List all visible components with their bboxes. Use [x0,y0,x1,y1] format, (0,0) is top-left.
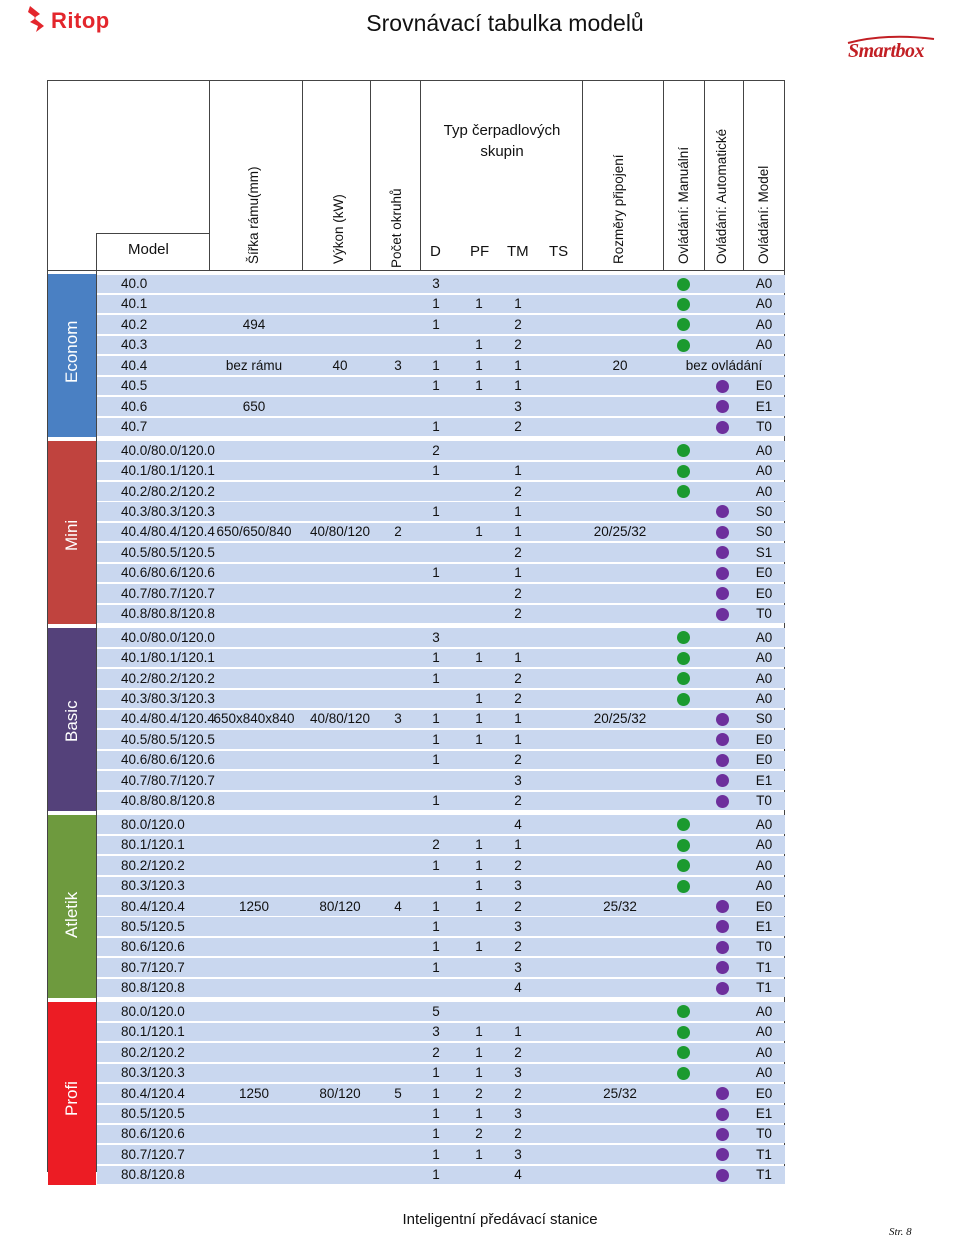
page-title: Srovnávací tabulka modelů [366,10,644,36]
count-tm: 1 [514,565,522,581]
header-d: D [430,243,441,260]
count-tm: 1 [514,296,522,312]
control-code: E1 [755,772,773,788]
control-code: E1 [755,918,773,934]
model-cell: 80.4/120.4 [121,1085,185,1101]
count-tm: 2 [514,1044,522,1060]
model-cell: 40.6/80.6/120.6 [121,752,215,768]
header-divider [47,270,785,271]
count-d: 2 [432,1044,440,1060]
model-cell: 40.3/80.3/120.3 [121,503,215,519]
span-vykon: 40/80/120 [309,711,371,727]
control-code: T0 [756,419,772,435]
count-pf: 1 [475,1024,483,1040]
manual-indicator-icon [677,672,690,685]
span-vykon: 80/120 [319,1085,361,1101]
count-d: 1 [432,711,440,727]
automatic-indicator-icon [716,1169,729,1182]
control-code: A0 [755,1024,773,1040]
span-pocet: 4 [394,898,402,914]
span-sirka: 650 [242,398,266,414]
control-code: T1 [756,1146,772,1162]
count-tm: 2 [514,898,522,914]
automatic-indicator-icon [716,526,729,539]
span-sirka: 1250 [238,1085,270,1101]
control-code: E1 [755,1106,773,1121]
control-code: A0 [755,1003,773,1019]
count-d: 1 [432,565,440,581]
count-pf: 2 [475,1126,483,1142]
manual-indicator-icon [677,339,690,352]
column-divider [663,80,664,270]
automatic-indicator-icon [716,1128,729,1141]
column-divider [302,80,303,270]
header-model: Model [128,241,169,258]
count-tm: 1 [514,1024,522,1040]
model-cell: 40.5 [121,378,148,394]
count-d: 1 [432,503,440,519]
count-d: 1 [432,752,440,768]
count-tm: 2 [514,585,522,601]
manual-indicator-icon [677,859,690,872]
count-d: 1 [432,357,440,373]
span-rozmery: 25/32 [603,1085,637,1101]
count-tm: 4 [514,980,522,996]
count-tm: 2 [514,419,522,435]
count-d: 2 [432,837,440,853]
smartbox-wordmark: Smartbox [848,40,925,62]
count-tm: 4 [514,816,522,832]
control-code: A0 [755,691,773,706]
model-cell: 40.5/80.5/120.5 [121,731,215,747]
column-divider [704,80,705,270]
count-d: 1 [432,1085,440,1101]
count-d: 1 [432,463,440,479]
model-cell: 40.8/80.8/120.8 [121,606,215,622]
control-code: T1 [756,1167,772,1183]
model-cell: 40.4/80.4/120.4 [121,711,215,727]
count-pf: 1 [475,1044,483,1060]
span-vykon: 80/120 [319,898,361,914]
model-cell: 80.0/120.0 [121,816,185,832]
span-pocet: 5 [394,1085,402,1101]
count-tm: 3 [514,1146,522,1162]
table-row [97,979,785,998]
ritop-wordmark: Ritop [51,8,110,33]
count-pf: 1 [475,1106,483,1121]
span-sirka: 650x840x840 [213,711,295,727]
manual-indicator-icon [677,1067,690,1080]
count-tm: 1 [514,837,522,853]
control-code: A0 [755,878,773,894]
column-divider [420,80,421,270]
control-code: A0 [755,296,773,312]
count-tm: 2 [514,316,522,332]
count-d: 1 [432,1126,440,1142]
smartbox-logo [848,40,924,63]
model-cell: 40.1 [121,296,148,312]
span-sirka: bez rámu [225,357,283,373]
count-tm: 3 [514,918,522,934]
control-code: A0 [755,816,773,832]
model-cell: 80.6/120.6 [121,1126,185,1142]
count-tm: 1 [514,357,522,373]
model-cell: 80.1/120.1 [121,837,185,853]
count-tm: 2 [514,939,522,955]
count-tm: 3 [514,878,522,894]
count-pf: 1 [475,357,483,373]
span-rozmery: 20 [612,357,628,373]
count-tm: 3 [514,398,522,414]
control-code: A0 [755,837,773,853]
model-cell: 80.5/120.5 [121,1106,185,1121]
automatic-indicator-icon [716,1087,729,1100]
automatic-indicator-icon [716,900,729,913]
count-tm: 2 [514,1126,522,1142]
count-tm: 1 [514,463,522,479]
count-pf: 1 [475,898,483,914]
model-cell: 80.1/120.1 [121,1024,185,1040]
automatic-indicator-icon [716,941,729,954]
group-label: Basic [62,700,81,743]
automatic-indicator-icon [716,713,729,726]
control-code: S0 [755,711,773,727]
automatic-indicator-icon [716,608,729,621]
header-divider [96,233,209,234]
count-d: 1 [432,1106,440,1121]
model-cell: 40.2 [121,316,148,332]
count-tm: 2 [514,544,522,560]
count-pf: 2 [475,1085,483,1101]
manual-indicator-icon [677,693,690,706]
control-code: E0 [755,585,773,601]
header-auto: Ovládání: Automatické [714,128,729,264]
count-tm: 3 [514,772,522,788]
header-manual: Ovládání: Manuální [676,146,691,264]
count-d: 1 [432,296,440,312]
manual-indicator-icon [677,1026,690,1039]
count-d: 1 [432,918,440,934]
model-cell: 40.6/80.6/120.6 [121,565,215,581]
count-pf: 1 [475,878,483,894]
count-tm: 2 [514,752,522,768]
count-d: 1 [432,1167,440,1183]
count-tm: 1 [514,524,522,540]
span-rozmery: 20/25/32 [593,711,647,727]
control-code: S0 [755,503,773,519]
count-pf: 1 [475,837,483,853]
manual-indicator-icon [677,880,690,893]
model-cell: 40.7/80.7/120.7 [121,772,215,788]
count-pf: 1 [475,711,483,727]
manual-indicator-icon [677,298,690,311]
control-code: A0 [755,1065,773,1081]
automatic-indicator-icon [716,982,729,995]
control-code: A0 [755,629,773,645]
count-tm: 2 [514,337,522,353]
control-code: A0 [755,650,773,666]
count-tm: 1 [514,731,522,747]
model-cell: 80.2/120.2 [121,1044,185,1060]
control-code: S0 [755,524,773,540]
count-tm: 2 [514,606,522,622]
model-cell: 40.2/80.2/120.2 [121,670,215,686]
control-code: E0 [755,565,773,581]
model-cell: 80.4/120.4 [121,898,185,914]
control-code: A0 [755,670,773,686]
footer-text: Inteligentní předávací stanice [402,1211,598,1228]
count-d: 1 [432,316,440,332]
model-cell: 80.2/120.2 [121,857,185,873]
model-cell: 80.3/120.3 [121,878,185,894]
model-cell: 80.6/120.6 [121,939,185,955]
model-cell: 40.1/80.1/120.1 [121,650,215,666]
span-pocet: 3 [394,357,402,373]
header-pocet: Počet okruhů [389,188,404,268]
header-tm: TM [507,243,529,260]
manual-indicator-icon [677,485,690,498]
count-d: 1 [432,378,440,394]
control-code: T1 [756,959,772,975]
model-cell: 80.7/120.7 [121,1146,185,1162]
count-tm: 1 [514,503,522,519]
model-cell: 40.7 [121,419,148,435]
control-code: A0 [755,276,773,291]
column-divider [370,80,371,270]
model-cell: 80.7/120.7 [121,959,185,975]
model-cell: 80.8/120.8 [121,1167,185,1183]
count-d: 3 [432,1024,440,1040]
header-rozmery: Rozměry připojení [611,154,626,264]
model-cell: 40.4/80.4/120.4 [121,524,215,540]
control-code: E0 [755,898,773,914]
count-tm: 2 [514,483,522,499]
model-cell: 80.5/120.5 [121,918,185,934]
manual-indicator-icon [677,465,690,478]
automatic-indicator-icon [716,1108,729,1121]
control-code: T0 [756,939,772,955]
smartbox-swoosh-icon [846,35,936,45]
model-cell: 80.0/120.0 [121,1003,185,1019]
count-d: 2 [432,442,440,458]
automatic-indicator-icon [716,567,729,580]
table-row [97,397,785,416]
model-cell: 80.8/120.8 [121,980,185,996]
count-tm: 1 [514,711,522,727]
model-cell: 80.3/120.3 [121,1065,185,1081]
control-code: E0 [755,1085,773,1101]
count-d: 1 [432,731,440,747]
count-d: 1 [432,650,440,666]
count-tm: 2 [514,793,522,809]
control-code: T1 [756,980,772,996]
span-sirka: 494 [242,316,266,332]
count-pf: 1 [475,1146,483,1162]
model-cell: 40.0/80.0/120.0 [121,442,215,458]
count-pf: 1 [475,691,483,706]
manual-indicator-icon [677,444,690,457]
model-cell: 40.0 [121,276,148,291]
manual-indicator-icon [677,652,690,665]
count-pf: 1 [475,857,483,873]
model-cell: 40.4 [121,357,148,373]
count-pf: 1 [475,1065,483,1081]
count-tm: 3 [514,1065,522,1081]
model-cell: 40.5/80.5/120.5 [121,544,215,560]
count-d: 3 [432,276,440,291]
control-code: E0 [755,378,773,394]
count-tm: 2 [514,691,522,706]
count-pf: 1 [475,524,483,540]
span-vykon: 40 [332,357,348,373]
count-tm: 2 [514,1085,522,1101]
control-code: E0 [755,752,773,768]
group-label: Econom [62,320,81,383]
group-label: Mini [62,519,81,551]
count-d: 1 [432,670,440,686]
header-ovl-model: Ovládání: Model [756,165,771,264]
count-tm: 3 [514,959,522,975]
count-d: 1 [432,419,440,435]
count-tm: 3 [514,1106,522,1121]
control-code: T0 [756,606,772,622]
header-vykon: Výkon (kW) [331,194,346,264]
count-tm: 2 [514,670,522,686]
automatic-indicator-icon [716,754,729,767]
control-code: T0 [756,1126,772,1142]
count-d: 1 [432,857,440,873]
span-pocet: 3 [394,711,402,727]
control-code: A0 [755,442,773,458]
column-divider [209,80,210,270]
control-code: A0 [755,463,773,479]
count-d: 1 [432,1065,440,1081]
automatic-indicator-icon [716,421,729,434]
count-tm: 1 [514,378,522,394]
count-pf: 1 [475,939,483,955]
count-pf: 1 [475,337,483,353]
no-control-label: bez ovládání [685,357,763,373]
count-tm: 1 [514,650,522,666]
header-sirka: Šířka rámu(mm) [246,166,261,264]
model-cell: 40.0/80.0/120.0 [121,629,215,645]
model-cell: 40.3/80.3/120.3 [121,691,215,706]
span-vykon: 40/80/120 [309,524,371,540]
group-label: Atletik [62,892,81,939]
span-sirka: 1250 [238,898,270,914]
column-divider [582,80,583,270]
count-pf: 1 [475,731,483,747]
span-rozmery: 20/25/32 [593,524,647,540]
span-pocet: 2 [394,524,402,540]
count-tm: 4 [514,1167,522,1183]
automatic-indicator-icon [716,380,729,393]
control-code: A0 [755,857,773,873]
control-code: E0 [755,731,773,747]
model-cell: 40.6 [121,398,148,414]
manual-indicator-icon [677,278,690,291]
page-number: Str. 8 [889,1226,912,1238]
count-d: 1 [432,1146,440,1162]
control-code: A0 [755,483,773,499]
count-pf: 1 [475,650,483,666]
model-cell: 40.1/80.1/120.1 [121,463,215,479]
count-d: 1 [432,898,440,914]
header-pf: PF [470,243,490,260]
model-cell: 40.8/80.8/120.8 [121,793,215,809]
header-typ: Typ čerpadlových skupin [443,122,561,160]
control-code: A0 [755,316,773,332]
control-code: A0 [755,1044,773,1060]
manual-indicator-icon [677,839,690,852]
model-cell: 40.2/80.2/120.2 [121,483,215,499]
control-code: T0 [756,793,772,809]
span-rozmery: 25/32 [603,898,637,914]
count-d: 3 [432,629,440,645]
header-ts: TS [549,243,569,260]
model-cell: 40.3 [121,337,148,353]
control-code: S1 [755,544,773,560]
group-label: Profi [62,1081,81,1117]
control-code: A0 [755,337,773,353]
count-tm: 2 [514,857,522,873]
count-pf: 1 [475,296,483,312]
control-code: E1 [755,398,773,414]
column-divider [743,80,744,270]
count-pf: 1 [475,378,483,394]
span-sirka: 650/650/840 [216,524,292,540]
count-d: 1 [432,939,440,955]
count-d: 1 [432,793,440,809]
model-cell: 40.7/80.7/120.7 [121,585,215,601]
count-d: 5 [432,1003,440,1019]
count-d: 1 [432,959,440,975]
automatic-indicator-icon [716,795,729,808]
